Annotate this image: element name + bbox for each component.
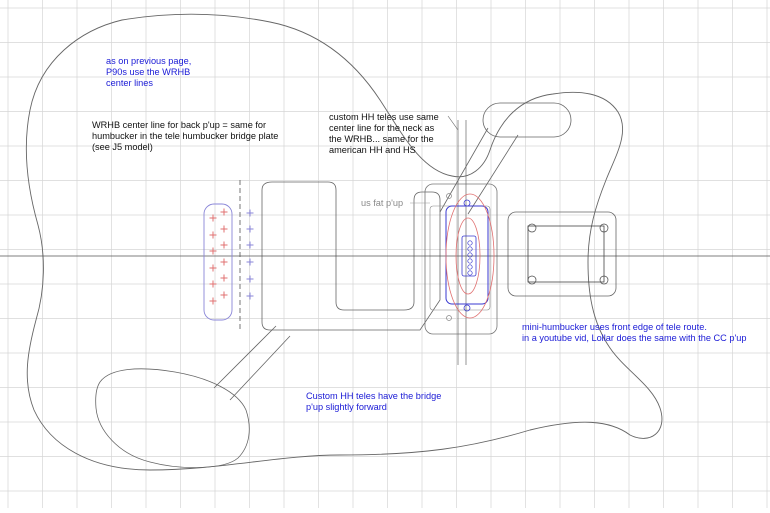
- neck-pole-marker: [468, 259, 472, 263]
- red-pole-marker: [210, 298, 217, 305]
- red-pole-marker: [210, 215, 217, 222]
- red-pole-marker: [210, 281, 217, 288]
- purple-pole-marker: [247, 226, 254, 233]
- route-screw-bottom: [447, 316, 452, 321]
- red-pole-markers: [210, 209, 228, 305]
- purple-pole-marker: [247, 293, 254, 300]
- red-pole-marker: [210, 232, 217, 239]
- purple-pole-marker: [247, 276, 254, 283]
- red-pole-marker: [221, 226, 228, 233]
- upper-horn-slot: [483, 103, 571, 137]
- neck-pole-marker: [468, 271, 472, 275]
- neck-route-inner: [430, 206, 490, 310]
- red-pole-marker: [221, 242, 228, 249]
- bridge-plate: [508, 212, 616, 296]
- red-pole-marker: [221, 209, 228, 216]
- back-pickup-outline: [204, 204, 232, 320]
- wrhb-note: WRHB center line for back p'up = same for humbucker in the tele humbucker bridge plate (see J5 model): [92, 120, 279, 152]
- neck-screw-top: [464, 200, 470, 206]
- bridge-forward-note: Custom HH teles have the bridge p'up slightly forward: [306, 391, 442, 412]
- neck-pole-marker: [468, 253, 472, 257]
- red-pole-marker: [221, 275, 228, 282]
- purple-pole-markers: [247, 210, 254, 300]
- p90-note: as on previous page, P90s use the WRHB center lines: [106, 56, 192, 88]
- neck-pole-marker: [468, 247, 472, 251]
- purple-pole-marker: [247, 242, 254, 249]
- red-pole-marker: [221, 292, 228, 299]
- red-pole-marker: [221, 259, 228, 266]
- us-fat-label: us fat p'up: [361, 198, 404, 208]
- red-pole-marker: [210, 248, 217, 255]
- red-pole-marker: [210, 265, 217, 272]
- neck-pole-markers: [468, 241, 472, 275]
- neck-pole-marker: [468, 265, 472, 269]
- purple-pole-marker: [247, 259, 254, 266]
- neck-channel: [440, 128, 518, 214]
- mini-hb-note: mini-humbucker uses front edge of tele route. in a youtube vid, Lollar does the same with the CC p'up: [522, 322, 747, 343]
- control-cavity: [96, 369, 250, 468]
- bridge-screw-holes: [528, 224, 608, 284]
- neck-pole-marker: [468, 241, 472, 245]
- bridge-plate-inner: [528, 226, 604, 282]
- mini-humbucker-outline: [446, 206, 488, 304]
- purple-pole-marker: [247, 210, 254, 217]
- custom-hh-neck-note: custom HH teles use same center line for the neck as the WRHB... same for the american HH and HS: [329, 112, 439, 155]
